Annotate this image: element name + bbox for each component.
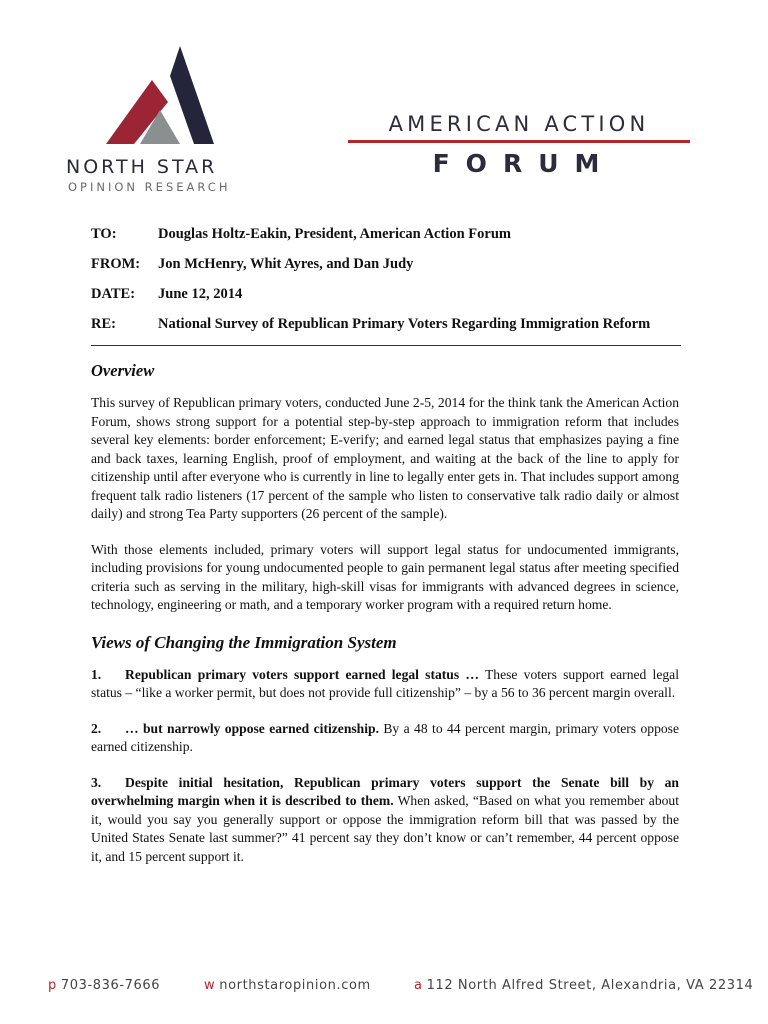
finding-lead: … but narrowly oppose earned citizenship.	[125, 720, 379, 736]
north-star-subtitle: OPINION RESEARCH	[68, 180, 231, 194]
phone-prefix: p	[48, 978, 57, 993]
views-heading: Views of Changing the Immigration System	[91, 632, 397, 652]
overview-paragraph-2: With those elements included, primary voters will support legal status for undocumented immigrants, including provisions for young undocumented people to gain permanent legal status after meeting specified criteria such as serving in the military, high-skill visas for immigrants with advanced degrees in science, technology, engineering or math, and a temporary worker program with a required return home.	[91, 541, 679, 612]
finding-number: 2.	[91, 720, 102, 736]
memo-divider	[91, 345, 681, 346]
north-star-name: NORTH STAR	[66, 156, 218, 178]
overview-heading: Overview	[91, 361, 155, 380]
aaf-divider	[348, 140, 690, 143]
memo-row-to	[91, 224, 681, 254]
overview-paragraph-1: This survey of Republican primary voters, conducted June 2-5, 2014 for the think tank the American Action Forum, shows strong support for a potential step-by-step approach to immigration reform that includes several key elements: border enforcement; E-verify; and earned legal status that emphasizes paying a fine and back taxes, learning English, proof of employment, and waiting at the back of the line to apply for citizenship until after everyone who is currently in line to legally enter gets in. That includes support among frequent talk radio listeners (17 percent of the sample who listen to conservative talk radio daily or almost daily) and strong Tea Party supporters (26 percent of the sample).	[91, 395, 679, 521]
finding-text: These voters support earned legal status – “like a worker permit, but does not provide full citizenship” – by a 56 to 36 percent margin overall.	[91, 666, 679, 700]
memo-row-re	[91, 314, 681, 344]
north-star-mark-icon	[96, 44, 216, 148]
memo-value: Douglas Holtz-Eakin, President, American Action Forum	[158, 226, 511, 242]
footer-website	[204, 978, 371, 993]
memo-body	[91, 360, 679, 883]
memo-row-from	[91, 254, 681, 284]
finding-number: 1.	[91, 666, 102, 682]
website-link: northstaropinion.com	[219, 978, 371, 993]
memo-value: National Survey of Republican Primary Voters Regarding Immigration Reform	[158, 316, 651, 332]
finding-2	[91, 720, 679, 757]
north-star-logo	[66, 44, 246, 194]
memo-value: June 12, 2014	[158, 286, 243, 302]
finding-3	[91, 774, 679, 867]
memo-header	[91, 224, 681, 344]
finding-text: By a 48 to 44 percent margin, primary voters oppose earned citizenship.	[91, 720, 679, 754]
memo-value: Jon McHenry, Whit Ayres, and Dan Judy	[158, 256, 414, 272]
aaf-top-text: AMERICAN ACTION	[388, 112, 650, 136]
memo-row-date	[91, 284, 681, 314]
aaf-bottom-text: FORUM	[432, 149, 616, 178]
finding-text: When asked, “Based on what you remember about it, would you say you generally support or oppose the immigration reform bill that was passed by the United States Senate last summer?” 41 percent say they don’t know or can’t remember, 44 percent oppose it, and 15 percent support it.	[91, 793, 679, 864]
footer-phone	[48, 978, 160, 993]
american-action-forum-logo	[348, 112, 690, 178]
finding-number: 3.	[91, 774, 102, 790]
footer-address	[414, 978, 753, 993]
finding-1	[91, 666, 679, 703]
memo-label: FROM:	[91, 256, 141, 272]
phone-number: 703-836-7666	[60, 978, 161, 993]
finding-lead: Despite initial hesitation, Republican primary voters support the Senate bill by an overwhelming margin when it is described to them.	[91, 774, 679, 808]
finding-lead: Republican primary voters support earned legal status …	[125, 666, 479, 682]
address-prefix: a	[414, 978, 423, 993]
memo-label: RE:	[91, 316, 116, 332]
memo-label: TO:	[91, 226, 117, 242]
memo-label: DATE:	[91, 286, 136, 302]
street-address: 112 North Alfred Street, Alexandria, VA 22314	[426, 978, 754, 993]
web-prefix: w	[204, 978, 216, 993]
